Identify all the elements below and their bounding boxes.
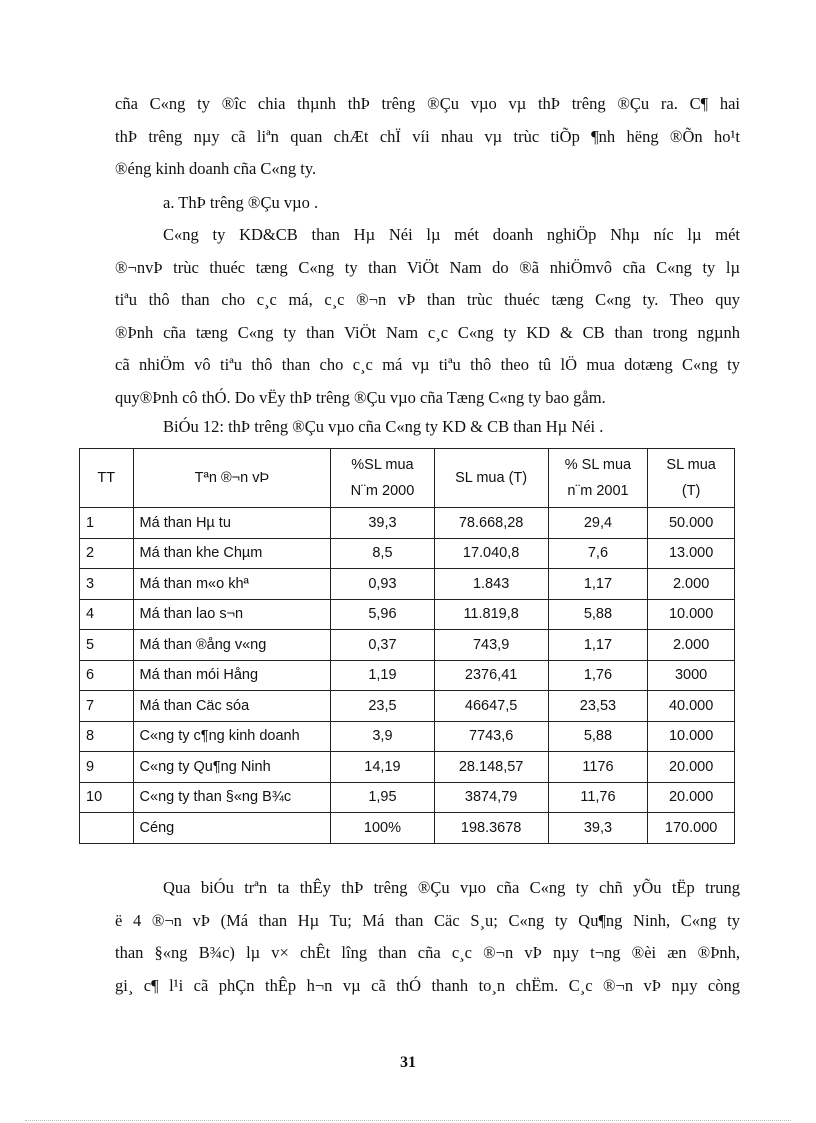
cell-unit-name: Má than Cäc sóa bbox=[133, 691, 331, 722]
cell-pct-2001: 1,17 bbox=[548, 630, 648, 661]
cell-tt: 9 bbox=[80, 752, 134, 783]
cell-unit-name: Má than Hµ tu bbox=[133, 508, 331, 539]
header-tt: TT bbox=[80, 449, 134, 508]
table-total-row bbox=[80, 813, 735, 844]
cell-qty-2000: 743,9 bbox=[434, 630, 548, 661]
paragraph-intro bbox=[115, 88, 740, 186]
text-line: ®éng kinh doanh cña C«ng ty. bbox=[115, 159, 317, 178]
input-market-table bbox=[79, 448, 735, 844]
table-row bbox=[80, 782, 735, 813]
cell-qty-2001: 50.000 bbox=[648, 508, 735, 539]
table-row bbox=[80, 691, 735, 722]
cell-unit-name: Céng bbox=[133, 813, 331, 844]
table-caption: BiÓu 12: thÞ trêng ®Çu vµo cña C«ng ty KD & CB than Hµ Néi . bbox=[163, 417, 604, 436]
table-row bbox=[80, 721, 735, 752]
text-line: C«ng ty KD&CB than Hµ Néi lµ mét doanh nghiÖp Nhµ níc lµ mét bbox=[163, 225, 740, 244]
table-row bbox=[80, 599, 735, 630]
cell-tt: 4 bbox=[80, 599, 134, 630]
cell-pct-2001: 39,3 bbox=[548, 813, 648, 844]
cell-qty-2001: 3000 bbox=[648, 660, 735, 691]
cell-qty-2000: 2376,41 bbox=[434, 660, 548, 691]
text-line: ®Þnh cña tæng C«ng ty than ViÖt Nam c¸c C«ng ty KD & CB than trong ngµnh bbox=[115, 322, 740, 342]
cell-pct-2001: 11,76 bbox=[548, 782, 648, 813]
cell-qty-2001: 40.000 bbox=[648, 691, 735, 722]
text-line: ®¬nvÞ trùc thuéc tæng C«ng ty than ViÖt Nam do ®ã nhiÖmvô cña C«ng ty lµ bbox=[115, 257, 740, 277]
cell-tt: 8 bbox=[80, 721, 134, 752]
cell-pct-2000: 1,95 bbox=[331, 782, 434, 813]
cell-pct-2000: 23,5 bbox=[331, 691, 434, 722]
cell-tt: 5 bbox=[80, 630, 134, 661]
cell-pct-2001: 23,53 bbox=[548, 691, 648, 722]
table-row bbox=[80, 660, 735, 691]
cell-qty-2000: 28.148,57 bbox=[434, 752, 548, 783]
cell-pct-2000: 3,9 bbox=[331, 721, 434, 752]
cell-qty-2001: 170.000 bbox=[648, 813, 735, 844]
cell-qty-2001: 20.000 bbox=[648, 782, 735, 813]
cell-pct-2000: 8,5 bbox=[331, 538, 434, 569]
cell-tt bbox=[80, 813, 134, 844]
header-text: SL mua bbox=[666, 457, 716, 473]
cell-unit-name: Má than lao s¬n bbox=[133, 599, 331, 630]
cell-pct-2001: 7,6 bbox=[548, 538, 648, 569]
cell-pct-2001: 1176 bbox=[548, 752, 648, 783]
header-qty-2000: SL mua (T) bbox=[434, 449, 548, 508]
cell-tt: 3 bbox=[80, 569, 134, 600]
cell-pct-2001: 1,76 bbox=[548, 660, 648, 691]
cell-pct-2000: 39,3 bbox=[331, 508, 434, 539]
cell-qty-2001: 10.000 bbox=[648, 599, 735, 630]
cell-qty-2001: 2.000 bbox=[648, 630, 735, 661]
cell-pct-2001: 5,88 bbox=[548, 721, 648, 752]
cell-pct-2000: 1,19 bbox=[331, 660, 434, 691]
text-line: cña C«ng ty ®îc chia thµnh thÞ trêng ®Çu vµo vµ thÞ trêng ®Çu ra. C¶ hai bbox=[115, 94, 740, 113]
cell-pct-2000: 0,93 bbox=[331, 569, 434, 600]
section-heading-a: a. ThÞ trêng ®Çu vµo . bbox=[163, 193, 319, 212]
cell-pct-2000: 5,96 bbox=[331, 599, 434, 630]
cell-unit-name: C«ng ty than §«ng B¾c bbox=[133, 782, 331, 813]
table-row bbox=[80, 752, 735, 783]
cell-qty-2000: 3874,79 bbox=[434, 782, 548, 813]
header-text: n¨m 2001 bbox=[567, 483, 629, 499]
footer-divider bbox=[25, 1120, 791, 1121]
cell-qty-2000: 7743,6 bbox=[434, 721, 548, 752]
cell-qty-2000: 46647,5 bbox=[434, 691, 548, 722]
cell-unit-name: C«ng ty c¶ng kinh doanh bbox=[133, 721, 331, 752]
text-line: Qua biÓu trªn ta thÊy thÞ trêng ®Çu vµo cña C«ng ty chñ yÕu tËp trung bbox=[163, 878, 740, 897]
header-text: (T) bbox=[681, 483, 701, 499]
cell-unit-name: Má than ®ång v«ng bbox=[133, 630, 331, 661]
header-pct-2001 bbox=[548, 449, 648, 508]
text-line: thÞ trêng nµy cã liªn quan chÆt chÏ víi nhau vµ trùc tiÕp ¶nh hëng ®Õn ho¹t bbox=[115, 126, 740, 146]
table-header-row bbox=[80, 449, 735, 508]
header-pct-2000 bbox=[331, 449, 434, 508]
cell-qty-2000: 1.843 bbox=[434, 569, 548, 600]
cell-qty-2000: 78.668,28 bbox=[434, 508, 548, 539]
text-line: ë 4 ®¬n vÞ (Má than Hµ Tu; Má than Cäc S¸u; C«ng ty Qu¶ng Ninh, C«ng ty bbox=[115, 910, 740, 930]
cell-qty-2000: 11.819,8 bbox=[434, 599, 548, 630]
cell-tt: 6 bbox=[80, 660, 134, 691]
cell-tt: 2 bbox=[80, 538, 134, 569]
cell-pct-2000: 100% bbox=[331, 813, 434, 844]
header-text: % SL mua bbox=[564, 457, 632, 473]
cell-pct-2000: 14,19 bbox=[331, 752, 434, 783]
cell-unit-name: Má than m«o khª bbox=[133, 569, 331, 600]
cell-qty-2000: 17.040,8 bbox=[434, 538, 548, 569]
table-row bbox=[80, 569, 735, 600]
cell-tt: 7 bbox=[80, 691, 134, 722]
text-line: gi¸ c¶ l¹i cã phÇn thÊp h¬n vµ cã thÓ thanh to¸n chËm. C¸c ®¬n vÞ nµy còng bbox=[115, 975, 740, 995]
cell-pct-2001: 1,17 bbox=[548, 569, 648, 600]
cell-unit-name: C«ng ty Qu¶ng Ninh bbox=[133, 752, 331, 783]
cell-unit-name: Má than mói Hång bbox=[133, 660, 331, 691]
cell-pct-2001: 5,88 bbox=[548, 599, 648, 630]
cell-tt: 10 bbox=[80, 782, 134, 813]
paragraph-input-market bbox=[115, 219, 740, 414]
cell-tt: 1 bbox=[80, 508, 134, 539]
text-line: quy®Þnh cô thÓ. Do vËy thÞ trêng ®Çu vµo cña Tæng C«ng ty bao gåm. bbox=[115, 387, 606, 407]
cell-qty-2001: 20.000 bbox=[648, 752, 735, 783]
text-line: tiªu thô than cho c¸c má, c¸c ®¬n vÞ than trùc thuéc tæng C«ng ty. Theo quy bbox=[115, 290, 740, 309]
header-text: N¨m 2000 bbox=[350, 483, 415, 499]
header-qty-2001 bbox=[648, 449, 735, 508]
cell-pct-2000: 0,37 bbox=[331, 630, 434, 661]
cell-qty-2001: 13.000 bbox=[648, 538, 735, 569]
paragraph-analysis bbox=[115, 872, 740, 1002]
table-row bbox=[80, 508, 735, 539]
table-row bbox=[80, 630, 735, 661]
cell-unit-name: Má than khe Chµm bbox=[133, 538, 331, 569]
page-number: 31 bbox=[400, 1054, 416, 1071]
cell-qty-2001: 2.000 bbox=[648, 569, 735, 600]
table-row bbox=[80, 538, 735, 569]
cell-qty-2000: 198.3678 bbox=[434, 813, 548, 844]
text-line: cã nhiÖm vô tiªu thô than cho c¸c má vµ tiªu thô theo tû lÖ mua dotæng C«ng ty bbox=[115, 355, 740, 374]
cell-pct-2001: 29,4 bbox=[548, 508, 648, 539]
header-text: %SL mua bbox=[351, 457, 414, 473]
header-unit-name: Tªn ®¬n vÞ bbox=[133, 449, 331, 508]
text-line: than §«ng B¾c) lµ v× chÊt lîng than cña c¸c ®¬n vÞ nµy t¬ng ®èi æn ®Þnh, bbox=[115, 943, 740, 962]
cell-qty-2001: 10.000 bbox=[648, 721, 735, 752]
